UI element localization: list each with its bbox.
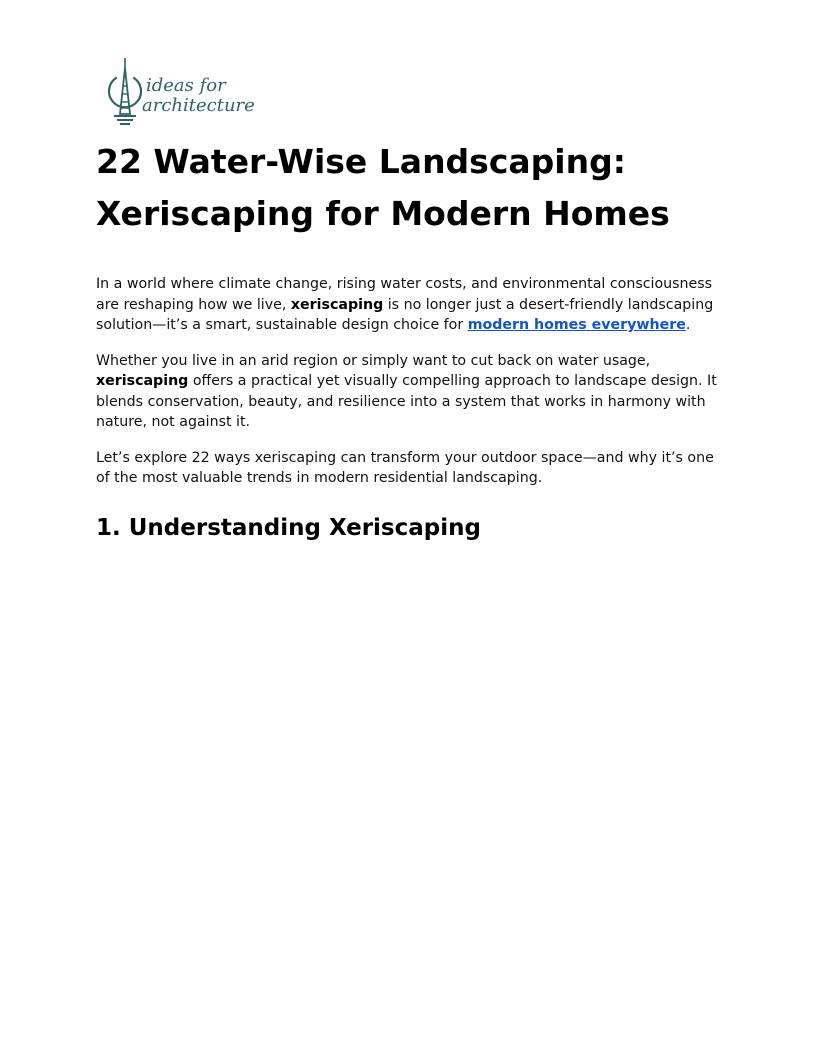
p2-text-before: Whether you live in an arid region or simply want to cut back on water usage, xyxy=(96,352,651,369)
p2-text-after: offers a practical yet visually compelling approach to landscape design. It blends conservation, beauty, and resilience into a system that works in harmony with nature, not against it. xyxy=(96,373,717,430)
section-heading: 1. Understanding Xeriscaping xyxy=(96,514,481,541)
title-line-1: 22 Water-Wise Landscaping: xyxy=(96,142,626,181)
modern-homes-link[interactable]: modern homes everywhere xyxy=(467,317,686,333)
site-logo[interactable] xyxy=(96,56,255,128)
third-paragraph: Let’s explore 22 ways xeriscaping can transform your outdoor space—and why it’s one of the most valuable trends in modern residential landscaping. xyxy=(96,449,714,486)
title-line-2: Xeriscaping for Modern Homes xyxy=(96,194,670,233)
p2-bold-term: xeriscaping xyxy=(96,373,189,389)
logo-line-1: ideas for xyxy=(146,75,226,96)
intro-paragraph xyxy=(96,274,720,336)
second-paragraph xyxy=(96,351,720,433)
tower-icon xyxy=(102,56,148,128)
p1-text-after: . xyxy=(685,317,691,333)
document-page xyxy=(96,56,720,543)
p1-bold-term: xeriscaping xyxy=(290,296,384,313)
page-title xyxy=(96,136,720,240)
p1-text-middle: is no longer just a desert-friendly landscaping solution—it’s a smart, sustainable design choice for xyxy=(96,296,714,333)
logo-line-2: architecture xyxy=(142,95,255,116)
p1-text-before: In a world where climate change, rising water costs, and environmental consciousness are reshaping how we live, xyxy=(96,276,713,313)
logo-wordmark xyxy=(142,75,255,116)
